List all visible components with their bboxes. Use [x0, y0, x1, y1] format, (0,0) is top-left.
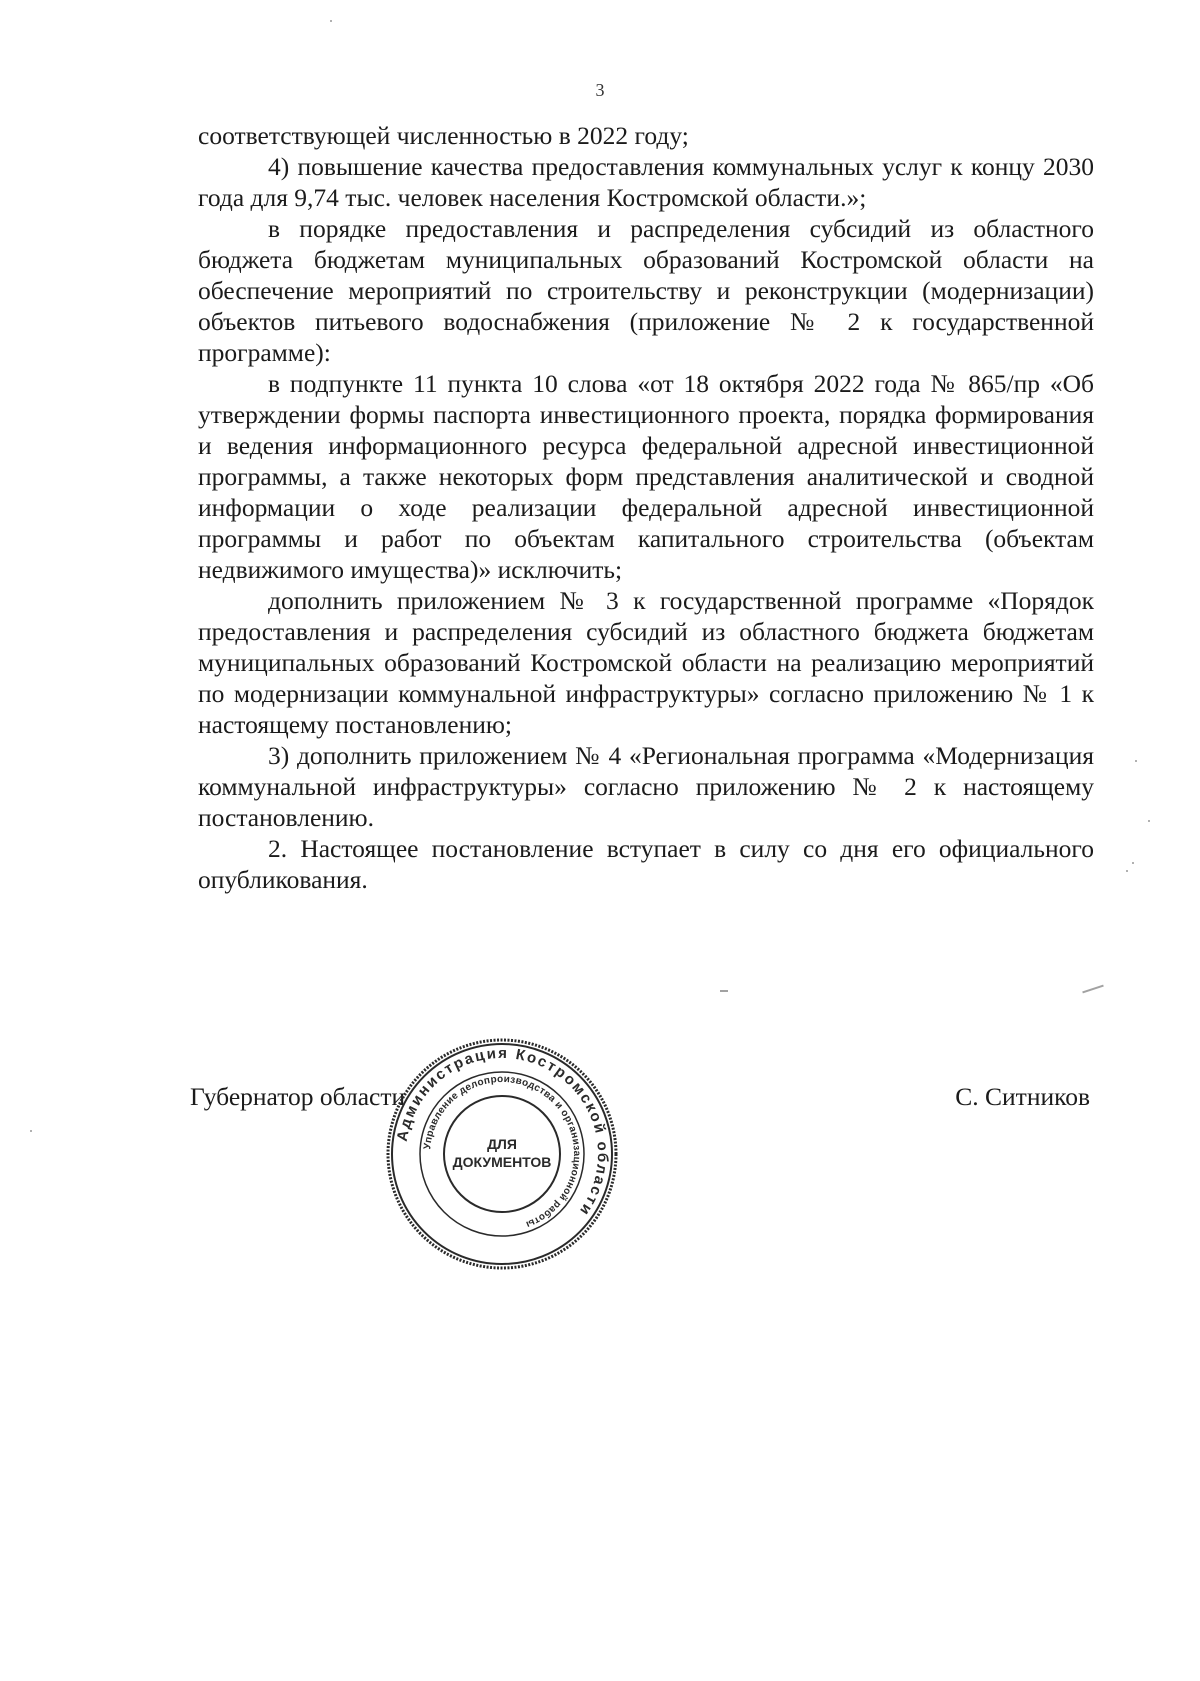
scan-mark [720, 990, 728, 992]
paragraph-continuation: соответствующей численностью в 2022 году; [198, 121, 689, 150]
paragraph-item-4: 4) повышение качества предоставления коммунальных услуг к концу 2030 года для 9,74 тыс. человек населения Костромской области.»; [198, 152, 1094, 212]
signatory-name: С. Ситников [955, 1082, 1090, 1111]
paragraph-appendix-3: дополнить приложением № 3 к государственной программе «Порядок предоставления и распределения субсидий из областного бюджета бюджетам муниципальных образований Костромской области на реализацию мероприятий по модернизации коммунальной инфраструктуры» согласно приложению № 1 к настоящему постановлению; [198, 586, 1094, 739]
document-body [198, 120, 1094, 895]
seal-center-line2: ДОКУМЕНТОВ [452, 1154, 552, 1170]
scan-speck [1132, 862, 1134, 864]
scan-speck [1135, 760, 1137, 762]
paragraph-item-2: 2. Настоящее постановление вступает в силу со дня его официального опубликования. [198, 834, 1094, 894]
paragraph-item-3: 3) дополнить приложением № 4 «Региональная программа «Модернизация коммунальной инфраструктуры» согласно приложению № 2 к настоящему постановлению. [198, 741, 1094, 832]
scan-speck [330, 20, 332, 22]
seal-inner-text: Управление делопроизводства и организационной работы [422, 1073, 583, 1230]
seal-center-line1: ДЛЯ [487, 1136, 517, 1152]
official-seal [384, 1036, 620, 1272]
seal-outer-text: Администрация Костромской области [393, 1044, 612, 1220]
paragraph-subsidy-order: в порядке предоставления и распределения субсидий из областного бюджета бюджетам муниципальных образований Костромской области на обеспечение мероприятий по строительству и реконструкции (модернизации) объектов питьевого водоснабжения (приложение № 2 к государственной программе): [198, 214, 1094, 367]
signatory-title: Губернатор области [190, 1082, 406, 1111]
page-number: 3 [595, 80, 605, 100]
scan-speck [30, 1130, 32, 1132]
scan-mark [1082, 985, 1104, 994]
seal-graphic [384, 1036, 620, 1272]
scan-speck [1148, 820, 1150, 822]
paragraph-subpoint-11: в подпункте 11 пункта 10 слова «от 18 октября 2022 года № 865/пр «Об утверждении формы паспорта инвестиционного проекта, порядка формирования и ведения информационного ресурса федеральной адресной инвестиционной программы, а также некоторых форм представления аналитической и сводной информации о ходе реализации федеральной адресной инвестиционной программы и работ по объектам капитального строительства (объектам недвижимого имущества)» исключить; [198, 369, 1094, 584]
scan-speck [1126, 870, 1128, 872]
